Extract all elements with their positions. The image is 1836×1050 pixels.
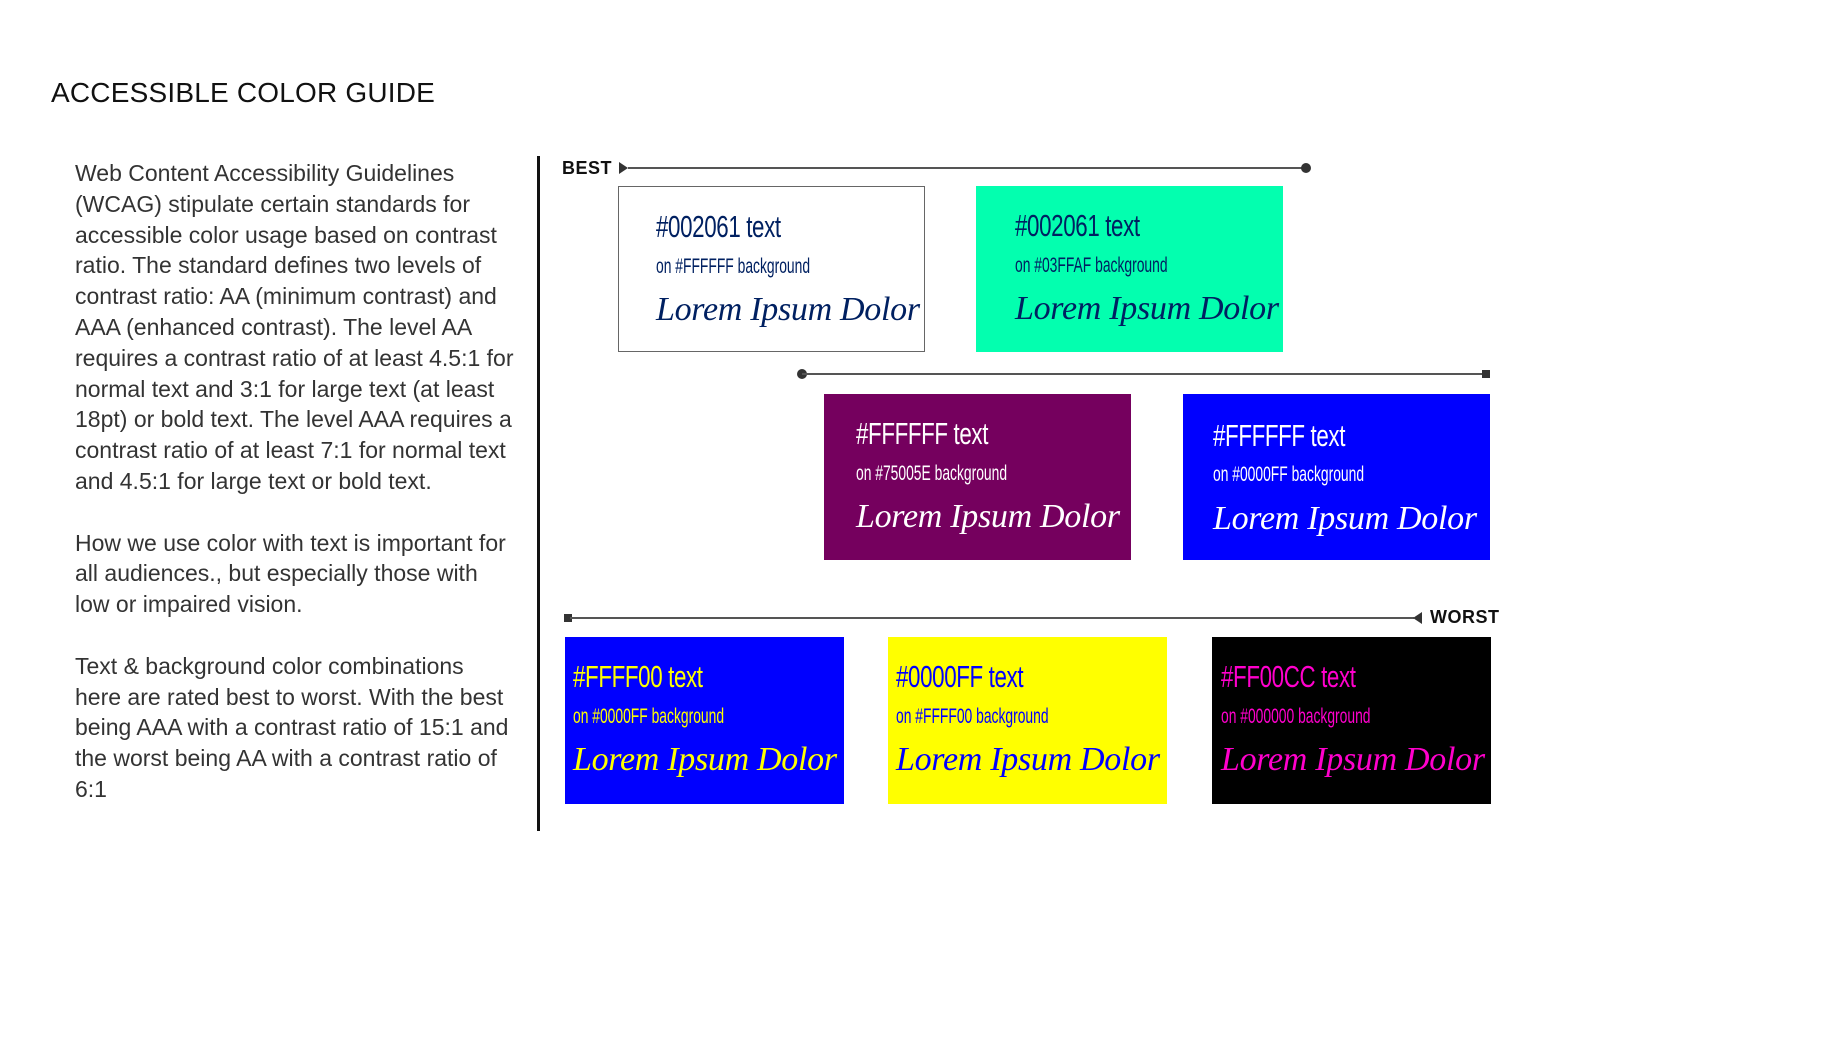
swatch-sample-text: Lorem Ipsum Dolor	[856, 498, 1120, 535]
arrow-right-icon	[619, 162, 628, 174]
swatch-hex-label: #002061 text	[656, 209, 781, 244]
swatch-card-1	[618, 186, 925, 352]
swatch-bg-label: on #000000 background	[1221, 705, 1371, 728]
swatch-bg-label: on #75005E background	[856, 462, 1008, 485]
swatch-card-3	[824, 394, 1131, 560]
swatch-bg-label: on #0000FF background	[573, 705, 725, 728]
dot-end-icon	[1301, 163, 1311, 173]
swatch-sample-text: Lorem Ipsum Dolor	[573, 741, 837, 778]
scale-line-best	[628, 167, 1306, 169]
intro-text	[75, 158, 515, 836]
swatch-bg-label: on #03FFAF background	[1015, 254, 1168, 277]
best-label: BEST	[562, 158, 613, 178]
swatch-sample-text: Lorem Ipsum Dolor	[1221, 741, 1485, 778]
swatch-sample-text: Lorem Ipsum Dolor	[1015, 290, 1279, 327]
scale-line-worst	[570, 617, 1414, 619]
worst-label: WORST	[1430, 607, 1500, 627]
swatch-hex-label: #0000FF text	[896, 659, 1024, 694]
swatch-hex-label: #FFFFFF text	[1213, 418, 1346, 453]
swatch-bg-label: on #0000FF background	[1213, 463, 1365, 486]
swatch-card-6	[888, 637, 1167, 804]
swatch-card-4	[1183, 394, 1490, 560]
swatch-card-7	[1212, 637, 1491, 804]
swatch-sample-text: Lorem Ipsum Dolor	[896, 741, 1160, 778]
swatch-sample-text: Lorem Ipsum Dolor	[1213, 500, 1477, 537]
intro-paragraph-audiences: How we use color with text is important for all audiences., but especially those with low or impaired vision.	[75, 529, 506, 618]
swatch-hex-label: #FFFFFF text	[856, 416, 989, 451]
swatch-sample-text: Lorem Ipsum Dolor	[656, 291, 920, 328]
swatch-bg-label: on #FFFF00 background	[896, 705, 1049, 728]
intro-paragraph-wcag: Web Content Accessibility Guidelines (WCAG) stipulate certain standards for accessible color usage based on contrast ratio. The standard defines two levels of contrast ratio: AA (minimum contrast) and AAA (enhanced contrast). The level AA requires a contrast ratio of at least 4.5:1 for normal text and 3:1 for large text (at least 18pt) or bold text. The level AAA requires a contrast ratio of at least 7:1 for normal text and 4.5:1 for large text or bold text.	[75, 160, 514, 494]
vertical-divider	[537, 156, 540, 831]
swatch-card-2	[976, 186, 1283, 352]
swatch-card-5	[565, 637, 844, 804]
swatch-hex-label: #FFFF00 text	[573, 659, 703, 694]
swatch-hex-label: #FF00CC text	[1221, 659, 1356, 694]
scale-line-middle	[802, 373, 1486, 375]
swatch-hex-label: #002061 text	[1015, 208, 1140, 243]
page-title: ACCESSIBLE COLOR GUIDE	[51, 76, 436, 108]
intro-paragraph-rating: Text & background color combinations here are rated best to worst. With the best being AAA with a contrast ratio of 15:1 and the worst being AA with a contrast ratio of 6:1	[75, 652, 509, 802]
swatch-bg-label: on #FFFFFF background	[656, 255, 811, 278]
arrow-left-icon	[1413, 612, 1422, 624]
square-end-icon	[1482, 370, 1490, 378]
